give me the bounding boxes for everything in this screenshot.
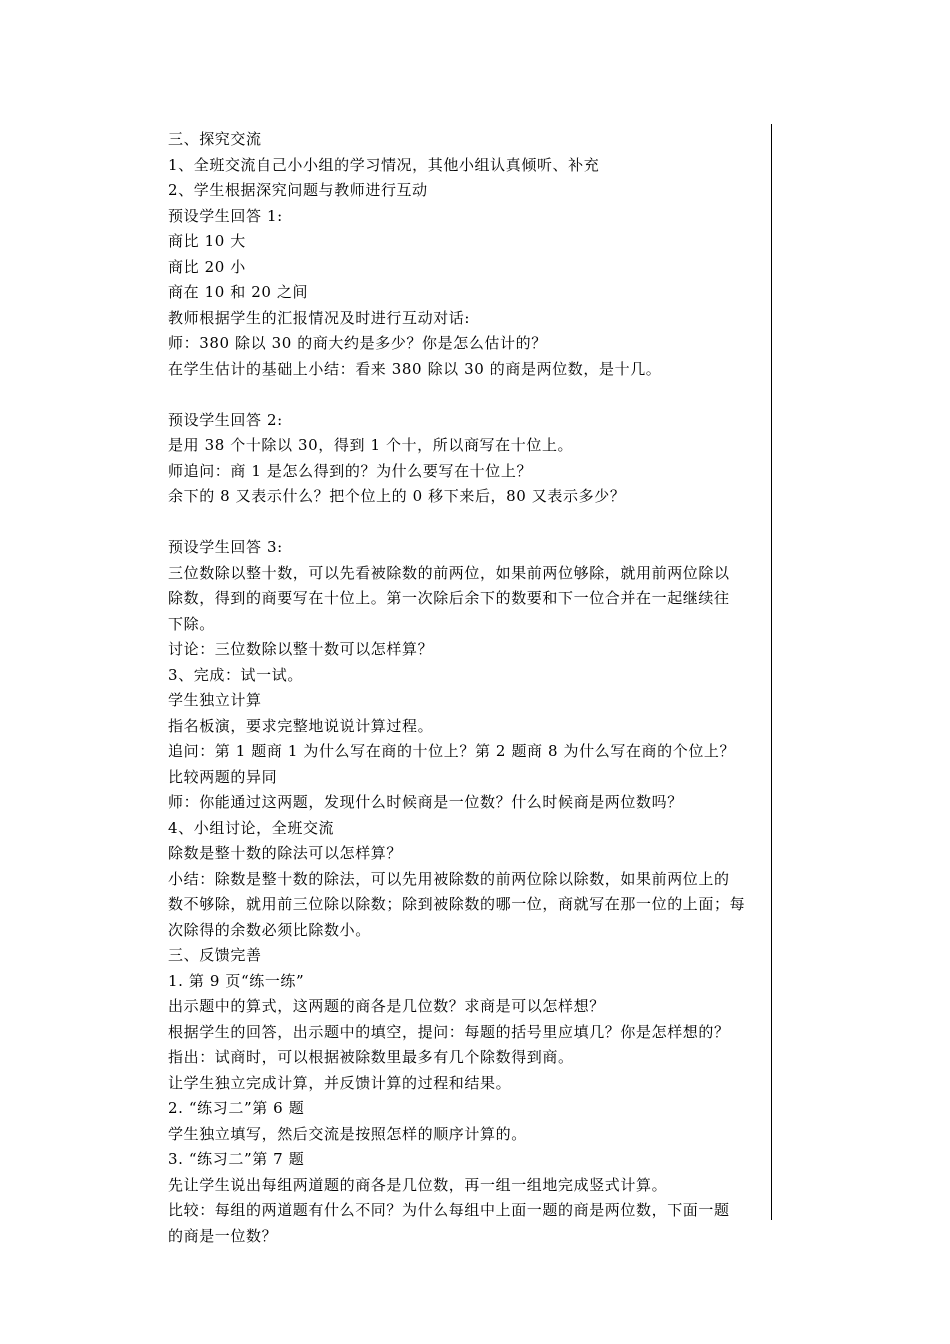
text-line: 学生独立计算 bbox=[168, 691, 262, 709]
text-line: 商在 10 和 20 之间 bbox=[168, 283, 309, 301]
section-heading: 三、反馈完善 bbox=[168, 946, 262, 964]
text-line: 预设学生回答 3: bbox=[168, 538, 283, 556]
text-line: 商比 20 小 bbox=[168, 257, 246, 276]
blank-line bbox=[168, 382, 766, 408]
text-line: 下除。 bbox=[168, 614, 215, 633]
text-line: 商比 10 大 bbox=[168, 232, 246, 250]
text-line: 出示题中的算式，这两题的商各是几位数？求商是可以怎样想？ bbox=[168, 997, 605, 1015]
text-line: 1. 第 9 页“练一练” bbox=[168, 971, 305, 990]
text-line: 师：你能通过这两题，发现什么时候商是一位数？什么时候商是两位数吗？ bbox=[168, 793, 683, 811]
text-line: 三位数除以整十数，可以先看被除数的前两位，如果前两位够除，就用前两位除以 bbox=[168, 563, 730, 582]
text-line: 教师根据学生的汇报情况及时进行互动对话: bbox=[168, 308, 471, 327]
text-line: 师追问：商 1 是怎么得到的？为什么要写在十位上？ bbox=[168, 461, 533, 480]
text-line: 指出：试商时，可以根据被除数里最多有几个除数得到商。 bbox=[168, 1048, 574, 1066]
text-line: 的商是一位数？ bbox=[168, 1226, 278, 1245]
text-line: 是用 38 个十除以 30，得到 1 个十，所以商写在十位上。 bbox=[168, 436, 574, 454]
text-line: 讨论：三位数除以整十数可以怎样算？ bbox=[168, 640, 434, 658]
text-line: 追问：第 1 题商 1 为什么写在商的十位上？第 2 题商 8 为什么写在商的个位上？ bbox=[168, 742, 736, 760]
text-line: 师：380 除以 30 的商大约是多少？你是怎么估计的？ bbox=[168, 334, 547, 352]
text-line: 预设学生回答 1: bbox=[168, 206, 283, 225]
text-line: 2. “练习二”第 6 题 bbox=[168, 1099, 305, 1117]
text-line: 指名板演，要求完整地说说计算过程。 bbox=[168, 716, 434, 735]
text-line: 在学生估计的基础上小结：看来 380 除以 30 的商是两位数，是十几。 bbox=[168, 359, 662, 378]
text-line: 让学生独立完成计算，并反馈计算的过程和结果。 bbox=[168, 1073, 512, 1092]
text-line: 先让学生说出每组两道题的商各是几位数，再一组一组地完成竖式计算。 bbox=[168, 1175, 668, 1194]
text-line: 2、学生根据深究问题与教师进行互动 bbox=[168, 181, 428, 199]
text-line: 除数是整十数的除法可以怎样算？ bbox=[168, 844, 403, 862]
section-heading: 三、探究交流 bbox=[168, 130, 262, 148]
text-line: 3. “练习二”第 7 题 bbox=[168, 1150, 305, 1168]
text-line: 次除得的余数必须比除数小。 bbox=[168, 920, 371, 939]
text-line: 预设学生回答 2: bbox=[168, 410, 283, 429]
text-line: 3、完成：试一试。 bbox=[168, 665, 303, 684]
text-line: 学生独立填写，然后交流是按照怎样的顺序计算的。 bbox=[168, 1124, 527, 1143]
table-right-border bbox=[771, 124, 772, 1220]
text-line: 除数，得到的商要写在十位上。第一次除后余下的数要和下一位合并在一起继续往 bbox=[168, 589, 730, 607]
text-line: 根据学生的回答，出示题中的填空，提问：每题的括号里应填几？你是怎样想的？ bbox=[168, 1022, 730, 1041]
text-line: 余下的 8 又表示什么？把个位上的 0 移下来后，80 又表示多少？ bbox=[168, 487, 626, 505]
text-line: 数不够除，就用前三位除以除数；除到被除数的哪一位，商就写在那一位的上面；每 bbox=[168, 895, 746, 913]
text-line: 小结：除数是整十数的除法，可以先用被除数的前两位除以除数，如果前两位上的 bbox=[168, 869, 730, 888]
text-line: 比较两题的异同 bbox=[168, 767, 278, 786]
text-line: 4、小组讨论，全班交流 bbox=[168, 818, 335, 837]
text-line: 比较：每组的两道题有什么不同？为什么每组中上面一题的商是两位数，下面一题 bbox=[168, 1201, 730, 1219]
text-line: 1、全班交流自己小小组的学习情况，其他小组认真倾听、补充 bbox=[168, 155, 600, 174]
document-body bbox=[168, 127, 766, 1249]
blank-line bbox=[168, 510, 766, 536]
